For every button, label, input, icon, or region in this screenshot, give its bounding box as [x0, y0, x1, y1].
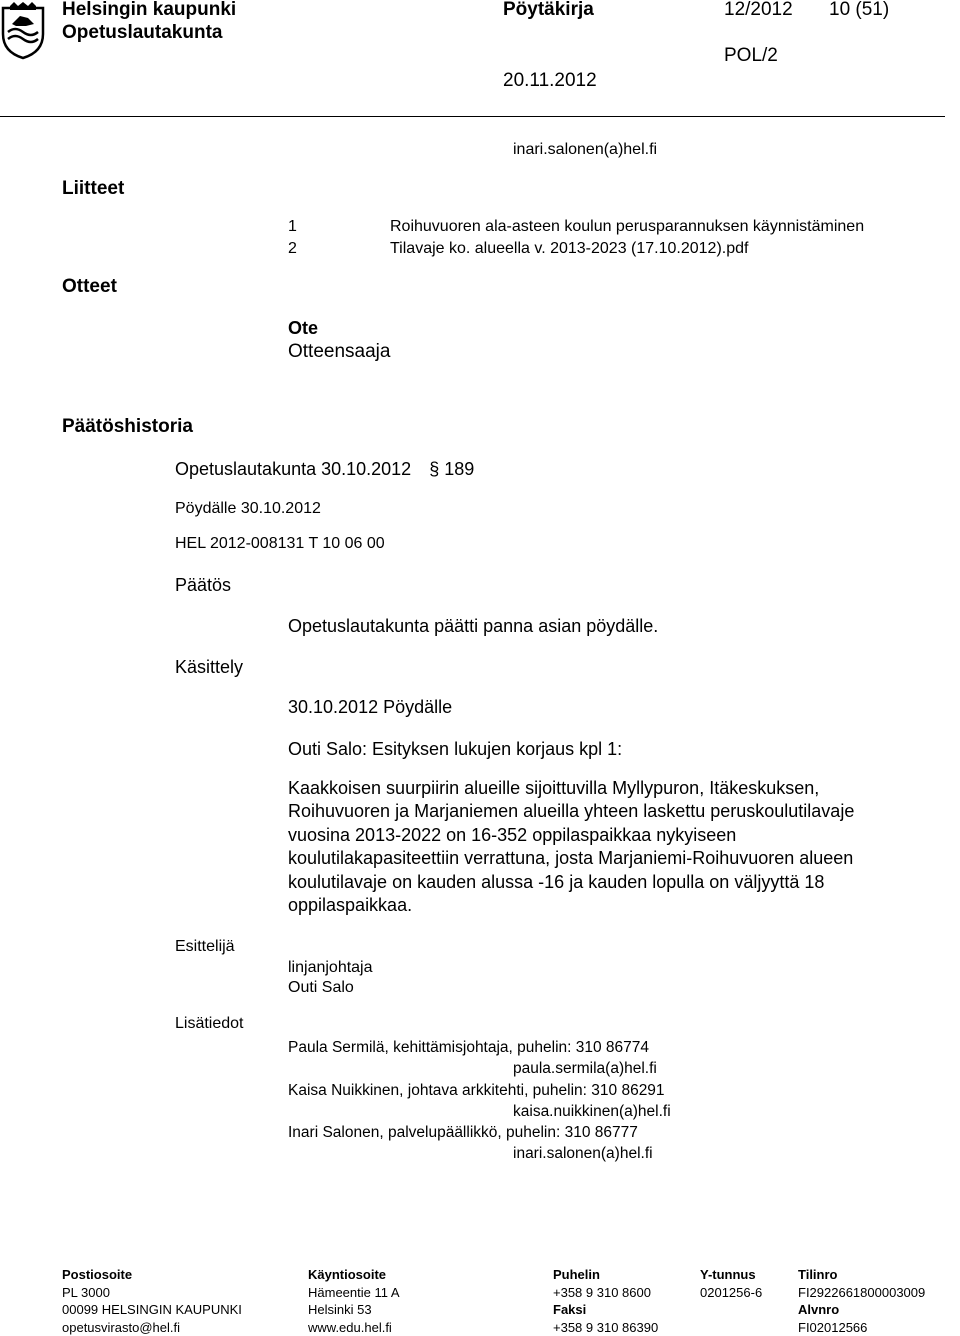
extracts-col-recipient: Otteensaaja [288, 341, 390, 363]
history-entry [175, 459, 474, 480]
footer-account [798, 1266, 925, 1336]
footer-postal-line: 00099 HELSINGIN KAUPUNKI [62, 1301, 242, 1319]
contact-list [288, 1037, 671, 1165]
footer-business-id-label: Y-tunnus [700, 1266, 762, 1284]
top-email: inari.salonen(a)hel.fi [513, 141, 657, 159]
footer-visiting [308, 1266, 400, 1336]
footer-business-id-value: 0201256-6 [700, 1284, 762, 1302]
footer-visiting-line: Hämeentie 11 A [308, 1284, 400, 1302]
footer-vat-label: Alvnro [798, 1301, 925, 1319]
processing-label: Käsittely [175, 657, 243, 678]
body-line: Kaakkoisen suurpiirin alueille sijoittuvilla Myllypuron, Itäkeskuksen, [288, 777, 948, 800]
body-line: koulutilavaje on kauden alussa -16 ja kauden lopulla on väljyyttä 18 [288, 871, 948, 894]
header-board: Opetuslautakunta [62, 22, 222, 44]
header-date: 20.11.2012 [503, 70, 597, 92]
footer-visiting-line: Helsinki 53 [308, 1301, 400, 1319]
footer-vat-value: FI02012566 [798, 1319, 925, 1336]
attachment-number: 1 [288, 218, 297, 236]
footer-postal [62, 1266, 242, 1336]
footer-account-value: FI2922661800003009 [798, 1284, 925, 1302]
contact-line: Paula Sermilä, kehittämisjohtaja, puhelin: 310 86774 [288, 1037, 671, 1058]
history-heading: Päätöshistoria [62, 416, 193, 438]
body-line: koulutilakapasiteettiin verrattuna, josta Marjaniemi-Roihuvuoren alueen [288, 847, 948, 870]
presenter-title: linjanjohtaja [288, 959, 373, 977]
contact-line: Kaisa Nuikkinen, johtava arkkitehti, puhelin: 310 86291 [288, 1080, 671, 1101]
header-doc-no: 12/2012 [724, 0, 793, 21]
body-line: Roihuvuoren ja Marjaniemen alueilla yhteen laskettu peruskoulutilavaje [288, 800, 948, 823]
footer-phone-number: +358 9 310 8600 [553, 1284, 658, 1302]
footer-visiting-label: Käyntiosoite [308, 1266, 400, 1284]
extracts-heading: Otteet [62, 276, 117, 298]
presenter-label: Esittelijä [175, 938, 235, 956]
decision-label: Päätös [175, 575, 231, 596]
section-sign-icon: § [429, 459, 439, 479]
attachment-title: Tilavaje ko. alueella v. 2013-2023 (17.10.2012).pdf [390, 240, 748, 258]
decision-text: Opetuslautakunta päätti panna asian pöydälle. [288, 616, 658, 637]
history-entry-board: Opetuslautakunta 30.10.2012 [175, 459, 411, 479]
footer-postal-line: PL 3000 [62, 1284, 242, 1302]
coat-of-arms-logo [0, 2, 46, 60]
more-info-label: Lisätiedot [175, 1015, 244, 1033]
body-line: vuosina 2013-2022 on 16-352 oppilaspaikkaa nykyiseen [288, 824, 948, 847]
footer-business-id [700, 1266, 762, 1301]
footer-postal-label: Postiosoite [62, 1266, 242, 1284]
case-id: HEL 2012-008131 T 10 06 00 [175, 535, 385, 553]
footer-fax-number: +358 9 310 86390 [553, 1319, 658, 1336]
presenter-name: Outi Salo [288, 979, 354, 997]
attachment-title: Roihuvuoren ala-asteen koulun perusparannuksen käynnistäminen [390, 218, 864, 236]
history-entry-no: 189 [444, 459, 474, 479]
attachment-number: 2 [288, 240, 297, 258]
footer-phone-label: Puhelin [553, 1266, 658, 1284]
footer-email: opetusvirasto@hel.fi [62, 1319, 242, 1336]
contact-email: inari.salonen(a)hel.fi [288, 1143, 671, 1164]
processing-body [288, 777, 948, 917]
history-subtitle: Pöydälle 30.10.2012 [175, 500, 321, 518]
extracts-col-ote: Ote [288, 318, 318, 339]
header-page: 10 (51) [829, 0, 889, 21]
footer-website: www.edu.hel.fi [308, 1319, 400, 1336]
footer-fax-label: Faksi [553, 1301, 658, 1319]
header-org: Helsingin kaupunki [62, 0, 236, 21]
processing-correction: Outi Salo: Esityksen lukujen korjaus kpl 1: [288, 739, 622, 760]
header-doc-type: Pöytäkirja [503, 0, 594, 21]
body-line: oppilaspaikkaa. [288, 894, 948, 917]
footer-account-label: Tilinro [798, 1266, 925, 1284]
contact-email: kaisa.nuikkinen(a)hel.fi [288, 1101, 671, 1122]
contact-email: paula.sermila(a)hel.fi [288, 1058, 671, 1079]
header-divider [0, 116, 945, 117]
header-section: POL/2 [724, 45, 778, 67]
attachments-heading: Liitteet [62, 178, 124, 200]
processing-date-line: 30.10.2012 Pöydälle [288, 697, 452, 718]
footer-phone [553, 1266, 658, 1336]
contact-line: Inari Salonen, palvelupäällikkö, puhelin: 310 86777 [288, 1122, 671, 1143]
